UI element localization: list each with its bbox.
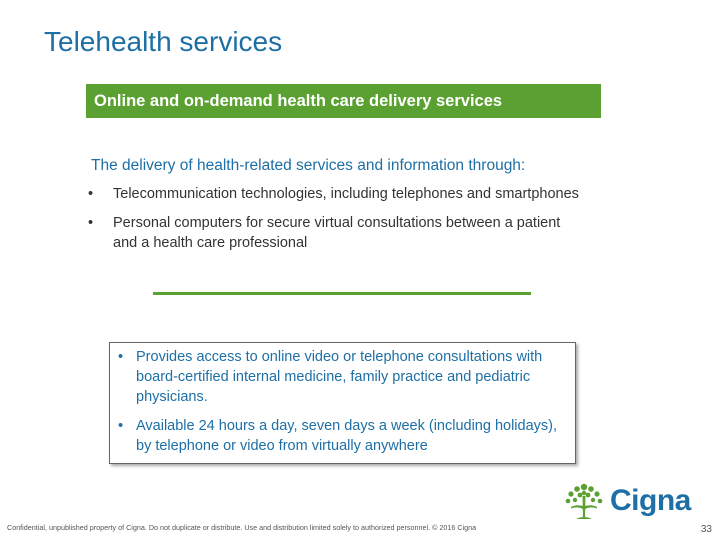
list-item (118, 416, 563, 456)
logo-wordmark: Cigna (610, 484, 691, 517)
bullet-text: Telecommunication technologies, including telephones and smartphones (113, 186, 579, 202)
slide-title: Telehealth services (44, 26, 283, 57)
footer-disclaimer: Confidential, unpublished property of Cigna. Do not duplicate or distribute. Use and distribution limited solely to authorized personnel. © 2016 Cigna (7, 523, 477, 532)
bullet-text: Personal computers for secure virtual consultations between a patient and a health care professional (113, 215, 561, 251)
bullet-list (88, 184, 588, 262)
banner: Online and on-demand health care delivery services (86, 84, 601, 118)
cigna-logo (562, 482, 692, 522)
page-number: 33 (700, 524, 712, 535)
list-item (88, 184, 588, 204)
intro-text: The delivery of health-related services and information through: (91, 157, 526, 174)
list-item (118, 347, 563, 407)
bullet-glyph: • (88, 215, 94, 231)
tree-of-life-icon (562, 482, 606, 522)
callout-text: Available 24 hours a day, seven days a week (including holidays), by telephone or video from virtually anywhere (136, 418, 558, 454)
callout-list (118, 347, 563, 465)
bullet-glyph: • (88, 186, 94, 202)
bullet-glyph: • (118, 418, 124, 434)
callout-box (109, 342, 576, 464)
callout-text: Provides access to online video or telephone consultations with board-certified internal medicine, family practice and pediatric physicians. (136, 349, 543, 405)
bullet-glyph: • (118, 349, 124, 365)
list-item (88, 213, 588, 253)
divider-line (153, 292, 531, 295)
